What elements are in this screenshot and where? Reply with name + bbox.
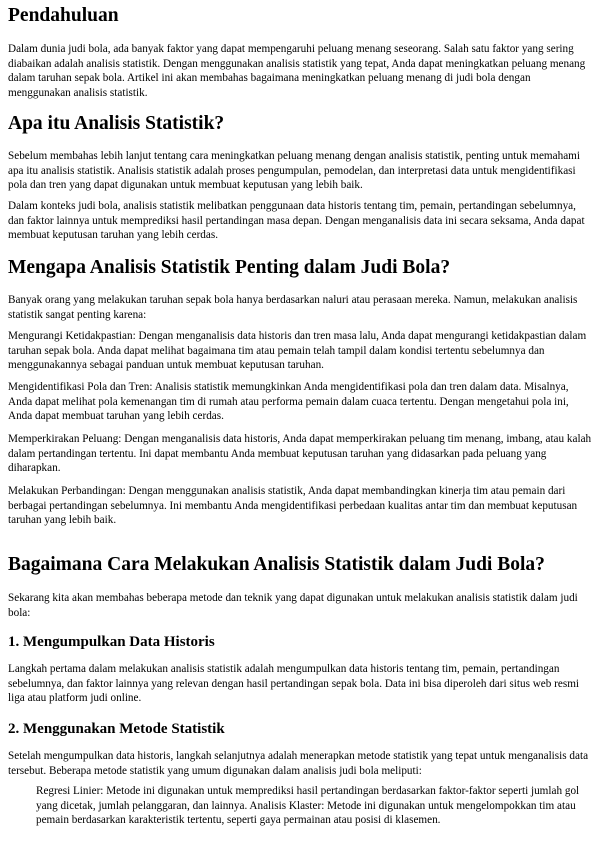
what-paragraph-2: Dalam konteks judi bola, analisis statistik melibatkan penggunaan data historis tentang tim, pemain, pertandingan sebelumnya, dan faktor lainnya untuk memprediksi hasil pertandingan masa depan. Dengan menganalisis data ini secara seksama, Anda dapat membuat keputusan taruhan yang lebih cerdas. [8, 200, 585, 241]
why-paragraph-peluang: Memperkirakan Peluang: Dengan menganalisis data historis, Anda dapat memperkirakan peluang tim menang, imbang, atau kalah dalam pertandingan tertentu. Ini dapat membantu Anda membuat keputusan taruhan yang didasarkan pada peluang yang diharapkan. [8, 433, 592, 474]
heading-apa-itu-analisis-statistik: Apa itu Analisis Statistik? [8, 113, 225, 134]
what-paragraph-1: Sebelum membahas lebih lanjut tentang cara meningkatkan peluang menang dengan analisis statistik, penting untuk memahami apa itu analisis statistik. Analisis statistik adalah proses pengumpulan, pemodelan, dan interpretasi data untuk mengidentifikasi pola dan tren yang dapat digunakan untuk membuat keputusan yang lebih baik. [8, 150, 580, 191]
heading-bagaimana-cara: Bagaimana Cara Melakukan Analisis Statistik dalam Judi Bola? [8, 554, 545, 575]
why-paragraph-pola-tren: Mengidentifikasi Pola dan Tren: Analisis statistik memungkinkan Anda mengidentifikasi pola dan tren dalam data. Misalnya, Anda dapat melihat pola kemenangan tim di rumah atau performa pemain dalam cuaca tertentu. Dengan mengetahui pola ini, Anda dapat membuat taruhan yang lebih cerdas. [8, 381, 569, 422]
subheading-mengumpulkan-data: 1. Mengumpulkan Data Historis [8, 634, 215, 650]
sub2-paragraph: Setelah mengumpulkan data historis, langkah selanjutnya adalah menerapkan metode statistik yang tepat untuk menganalisis data tersebut. Beberapa metode statistik yang umum digunakan dalam analisis judi bola meliputi: [8, 750, 589, 777]
why-paragraph-ketidakpastian: Mengurangi Ketidakpastian: Dengan menganalisis data historis dan tren masa lalu, Anda dapat mengurangi ketidakpastian dalam taruhan sepak bola. Anda dapat melihat bagaimana tim atau pemain telah tampil dalam kondisi tertentu sebelumnya dan menggunakannya sebagai panduan untuk membuat keputusan taruhan. [8, 330, 587, 371]
methods-blockquote: Regresi Linier: Metode ini digunakan untuk memprediksi hasil pertandingan berdasarkan faktor-faktor seperti jumlah gol yang dicetak, jumlah pelanggaran, dan lainnya. Analisis Klaster: Metode ini digunakan untuk mengelompokkan tim atau pemain berdasarkan karakteristik tertentu, seperti gaya permainan atau posisi di klasemen. [36, 785, 580, 826]
why-paragraph-perbandingan: Melakukan Perbandingan: Dengan menggunakan analisis statistik, Anda dapat membandingkan kinerja tim atau pemain dari berbagai pertandingan sebelumnya. Ini membantu Anda mengidentifikasi perbedaan kualitas antar tim dan membuat keputusan taruhan yang lebih baik. [8, 485, 578, 526]
how-paragraph-intro: Sekarang kita akan membahas beberapa metode dan teknik yang dapat digunakan untuk melakukan analisis statistik dalam judi bola: [8, 592, 578, 619]
sub1-paragraph: Langkah pertama dalam melakukan analisis statistik adalah mengumpulkan data historis tentang tim, pemain, pertandingan sebelumnya, dan faktor lainnya yang relevan dengan hasil pertandingan sepak bola. Data ini bisa diperoleh dari situs web resmi liga atau platform judi online. [8, 663, 580, 704]
intro-paragraph: Dalam dunia judi bola, ada banyak faktor yang dapat mempengaruhi peluang menang seseorang. Salah satu faktor yang sering diabaikan adalah analisis statistik. Dengan menggunakan analisis statistik yang tepat, Anda dapat meningkatkan peluang menang dalam taruhan sepak bola. Artikel ini akan membahas bagaimana meningkatkan peluang menang di judi bola dengan menggunakan analisis statistik. [8, 43, 586, 99]
heading-mengapa-analisis-statistik: Mengapa Analisis Statistik Penting dalam Judi Bola? [8, 257, 451, 278]
heading-pendahuluan: Pendahuluan [8, 5, 119, 26]
subheading-metode-statistik: 2. Menggunakan Metode Statistik [8, 721, 225, 737]
why-paragraph-intro: Banyak orang yang melakukan taruhan sepak bola hanya berdasarkan naluri atau perasaan mereka. Namun, melakukan analisis statistik sangat penting karena: [8, 294, 578, 321]
